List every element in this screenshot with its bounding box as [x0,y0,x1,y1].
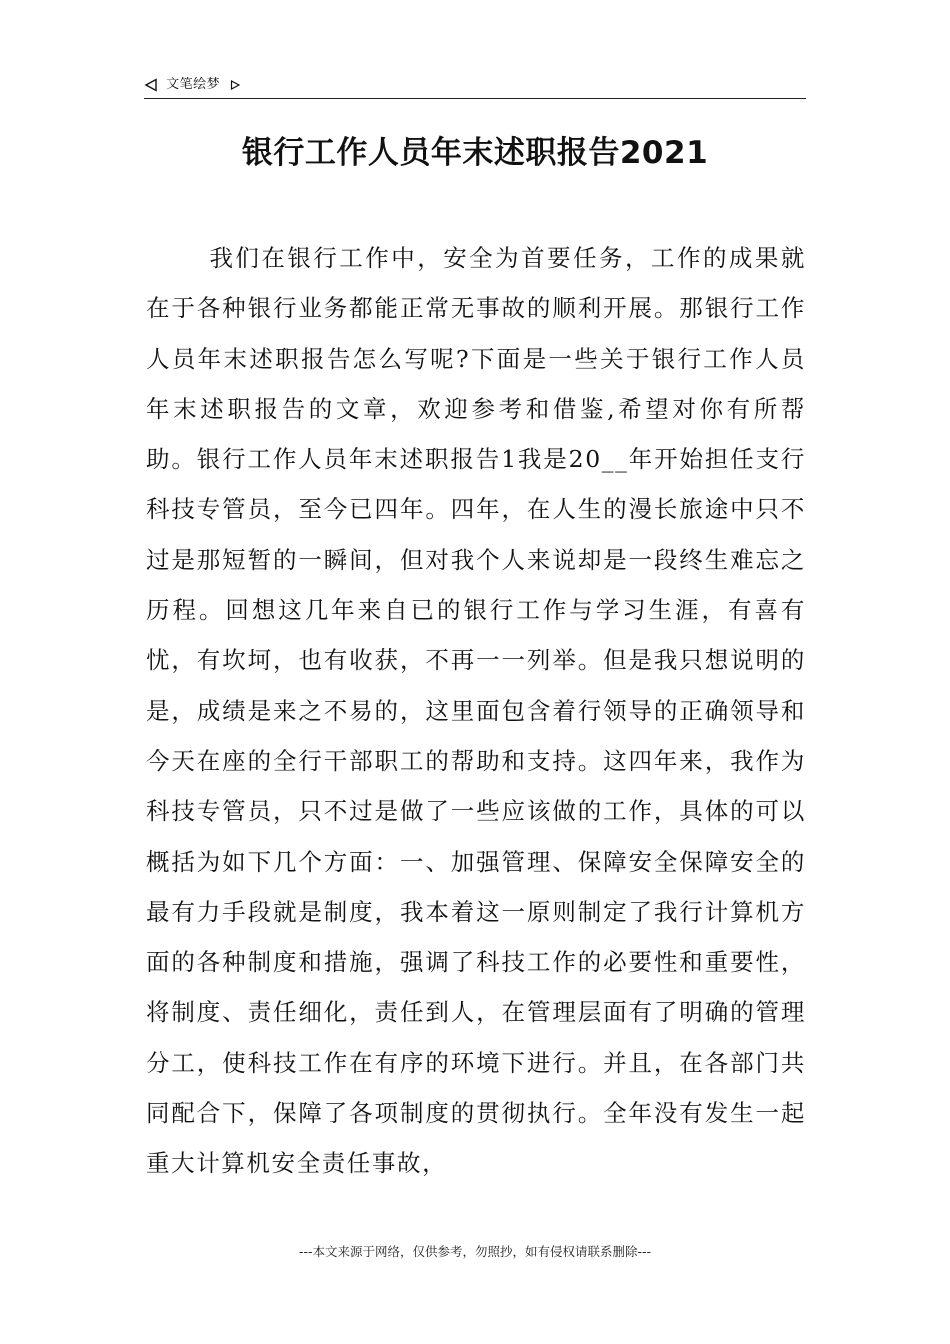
triangle-right-outline-icon [230,80,240,90]
page-title: 银行工作人员年末述职报告2021 [241,135,709,171]
body-paragraph: 我们在银行工作中，安全为首要任务，工作的成果就在于各种银行业务都能正常无事故的顺利开展。那银行工作人员年末述职报告怎么写呢?下面是一些关于银行工作人员年末述职报告的文章，欢迎参考和借鉴,希望对你有所帮助。银行工作人员年末述职报告1我是20__年开始担任支行科技专管员，至今已四年。四年，在人生的漫长旅途中只不过是那短暂的一瞬间，但对我个人来说却是一段终生难忘之历程。回想这几年来自已的银行工作与学习生涯，有喜有忧，有坎坷，也有收获，不再一一列举。但是我只想说明的是，成绩是来之不易的，这里面包含着行领导的正确领导和今天在座的全行干部职工的帮助和支持。这四年来，我作为科技专管员，只不过是做了一些应该做的工作，具体的可以概括为如下几个方面：一、加强管理、保障安全保障安全的最有力手段就是制度，我本着这一原则制定了我行计算机方面的各种制度和措施，强调了科技工作的必要性和重要性，将制度、责任细化，责任到人，在管理层面有了明确的管理分工，使科技工作在有序的环境下进行。并且，在各部门共同配合下，保障了各项制度的贯彻执行。全年没有发生一起重大计算机安全责任事故， [146,244,806,1178]
footer-notice: ---本文来源于网络，仅供参考，勿照抄，如有侵权请联系删除--- [298,1244,652,1259]
header-brand: 文笔绘梦 [166,77,221,92]
page-header [144,72,806,99]
triangle-left-outline-icon [144,78,158,92]
